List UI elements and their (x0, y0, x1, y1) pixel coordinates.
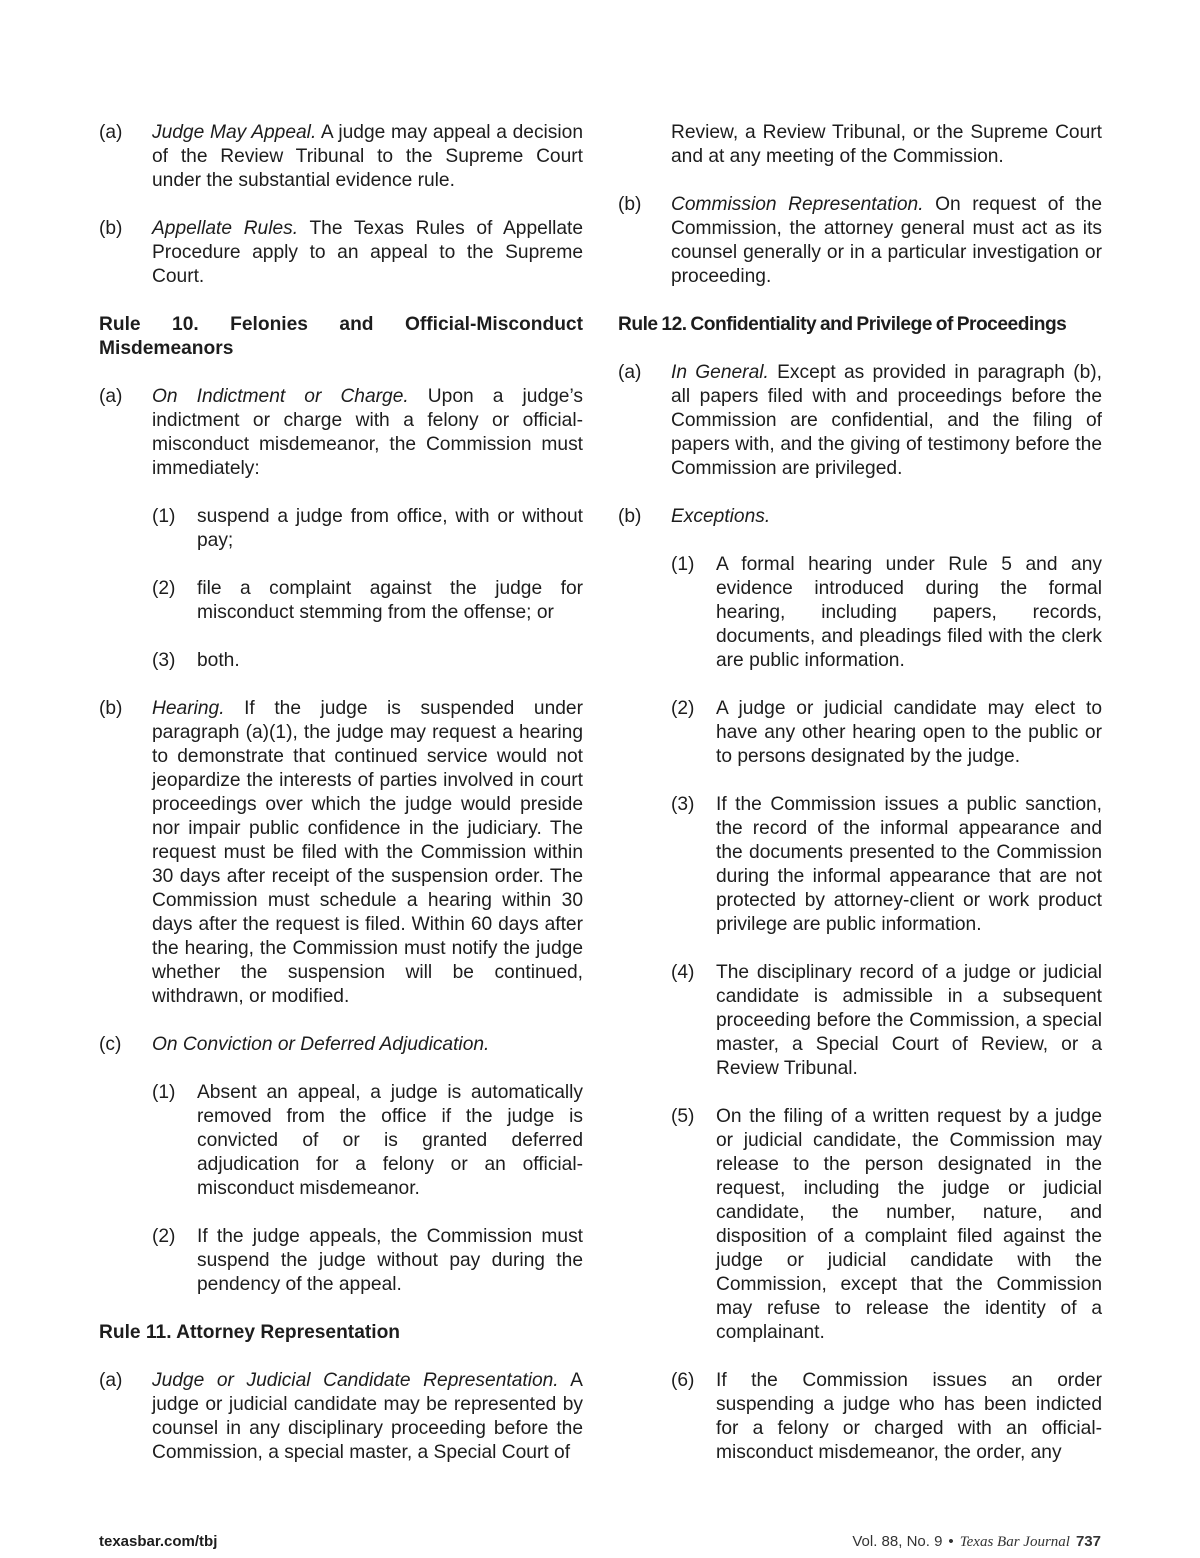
para-title: On Indictment or Charge. (152, 386, 409, 407)
footer-journal-name: Texas Bar Journal (959, 1534, 1070, 1550)
sub-text: On the filing of a written request by a judge or judicial candidate, the Commission may release to the person designated in the request, including the judge or judicial candidate, the number, nature, and disposition of a complaint filed against the judge or judicial candidate with the Commission, except that the Commission may refuse to release the identity of a complainant. (716, 1106, 1102, 1343)
para-title: Commission Representation. (671, 194, 924, 215)
rule10-heading: Rule 10. Felonies and Official-Misconduct Misdemeanors (99, 314, 583, 359)
right-column (618, 121, 1102, 1489)
rule9-para-a (99, 121, 583, 193)
rule11-heading: Rule 11. Attorney Representation (99, 1322, 401, 1343)
footer-volume: Vol. 88, No. 9 (852, 1533, 943, 1550)
para-text: Upon a judge’s indictment or charge with a felony or official-misconduct misdemeanor, the Commission must immediately: (152, 386, 583, 479)
rule12-para-a (618, 361, 1102, 481)
sub-marker: (1) (152, 506, 176, 527)
rule10-para-a2 (99, 577, 583, 625)
rule10-para-b (99, 697, 583, 1009)
rule10-para-a1 (99, 505, 583, 553)
rule10-para-c (99, 1033, 583, 1057)
sub-text: The disciplinary record of a judge or judicial candidate is admissible in a subsequent proceeding before the Commission, a special master, a Special Court of Review, or a Review Tribunal. (716, 962, 1102, 1079)
rule10-para-a (99, 385, 583, 481)
rule12-para-b1 (618, 553, 1102, 673)
sub-text: If the judge appeals, the Commission must suspend the judge without pay during the pendency of the appeal. (197, 1226, 583, 1295)
para-marker: (b) (99, 218, 123, 239)
rule12-para-b3 (618, 793, 1102, 937)
rule9-para-b (99, 217, 583, 289)
sub-marker: (2) (152, 1226, 176, 1247)
rule12-para-b (618, 505, 1102, 529)
rule11-para-b (618, 193, 1102, 289)
rule11-para-a-continued: Review, a Review Tribunal, or the Supreme Court and at any meeting of the Commission. (671, 122, 1102, 167)
rule12-para-b5 (618, 1105, 1102, 1345)
sub-text: suspend a judge from office, with or without pay; (197, 506, 583, 551)
para-marker: (c) (99, 1034, 122, 1055)
para-text: On request of the Commission, the attorney general must act as its counsel generally or in a particular investigation or proceeding. (671, 194, 1102, 287)
para-marker: (b) (618, 194, 642, 215)
para-marker: (b) (99, 698, 123, 719)
para-marker: (a) (99, 1370, 123, 1391)
sub-marker: (5) (671, 1106, 695, 1127)
sub-marker: (1) (671, 554, 695, 575)
rule10-para-a3 (99, 649, 583, 673)
para-text: If the judge is suspended under paragraph (a)(1), the judge may request a hearing to demonstrate that continued service would not jeopardize the interests of parties involved in court proceedings over which the judge would preside nor impair public confidence in the judiciary. The request must be filed with the Commission within 30 days after receipt of the suspension order. The Commission must schedule a hearing within 30 days after the request is filed. Within 60 days after the hearing, the Commission must notify the judge whether the suspension will be continued, withdrawn, or modified. (152, 698, 583, 1007)
para-title: Appellate Rules. (152, 218, 299, 239)
sub-text: A formal hearing under Rule 5 and any evidence introduced during the formal hearing, including papers, records, documents, and pleadings filed with the clerk are public information. (716, 554, 1102, 671)
rule11-para-a (99, 1369, 583, 1465)
footer-bullet: • (948, 1533, 954, 1550)
para-title: Hearing. (152, 698, 225, 719)
para-title: On Conviction or Deferred Adjudication. (152, 1034, 490, 1055)
footer-site-url[interactable]: texasbar.com/tbj (99, 1533, 218, 1550)
para-marker: (b) (618, 506, 642, 527)
para-text: A judge or judicial candidate may be represented by counsel in any disciplinary proceeding before the Commission, a special master, a Special Court of (152, 1370, 583, 1463)
sub-marker: (1) (152, 1082, 176, 1103)
sub-marker: (4) (671, 962, 695, 983)
sub-marker: (6) (671, 1370, 695, 1391)
left-column (99, 121, 583, 1489)
rule12-para-b4 (618, 961, 1102, 1081)
sub-marker: (3) (671, 794, 695, 815)
para-title: Exceptions. (671, 506, 771, 527)
footer-issue-info (852, 1533, 1101, 1551)
rule10-para-c1 (99, 1081, 583, 1201)
para-title: Judge May Appeal. (152, 122, 317, 143)
page-number: 737 (1075, 1533, 1101, 1550)
sub-text: file a complaint against the judge for misconduct stemming from the offense; or (197, 578, 583, 623)
rule12-para-b6 (618, 1369, 1102, 1465)
para-marker: (a) (99, 386, 123, 407)
sub-marker: (2) (152, 578, 176, 599)
rule12-para-b2 (618, 697, 1102, 769)
sub-text: If the Commission issues a public sanction, the record of the informal appearance and the documents presented to the Commission during the informal appearance that are not protected by attorney-client or work product privilege are public information. (716, 794, 1102, 935)
para-text: A judge may appeal a decision of the Review Tribunal to the Supreme Court under the substantial evidence rule. (152, 122, 583, 191)
para-marker: (a) (99, 122, 123, 143)
sub-text: If the Commission issues an order suspending a judge who has been indicted for a felony or charged with an official-misconduct misdemeanor, the order, any (716, 1370, 1102, 1463)
sub-text: A judge or judicial candidate may elect to have any other hearing open to the public or to persons designated by the judge. (716, 698, 1102, 767)
rule10-para-c2 (99, 1225, 583, 1297)
para-title: In General. (671, 362, 769, 383)
para-marker: (a) (618, 362, 642, 383)
para-text: Except as provided in paragraph (b), all papers filed with and proceedings before the Commission are confidential, and the filing of papers with, and the giving of testimony before the Commission are privileged. (671, 362, 1102, 479)
para-title: Judge or Judicial Candidate Representation. (152, 1370, 559, 1391)
sub-text: Absent an appeal, a judge is automatically removed from the office if the judge is convicted of or is granted deferred adjudication for a felony or an official-misconduct misdemeanor. (197, 1082, 583, 1199)
rule12-heading: Rule 12. Confidentiality and Privilege of Proceedings (618, 314, 1067, 335)
para-text: The Texas Rules of Appellate Procedure apply to an appeal to the Supreme Court. (152, 218, 584, 287)
sub-marker: (2) (671, 698, 695, 719)
sub-marker: (3) (152, 650, 176, 671)
sub-text: both. (197, 650, 240, 671)
